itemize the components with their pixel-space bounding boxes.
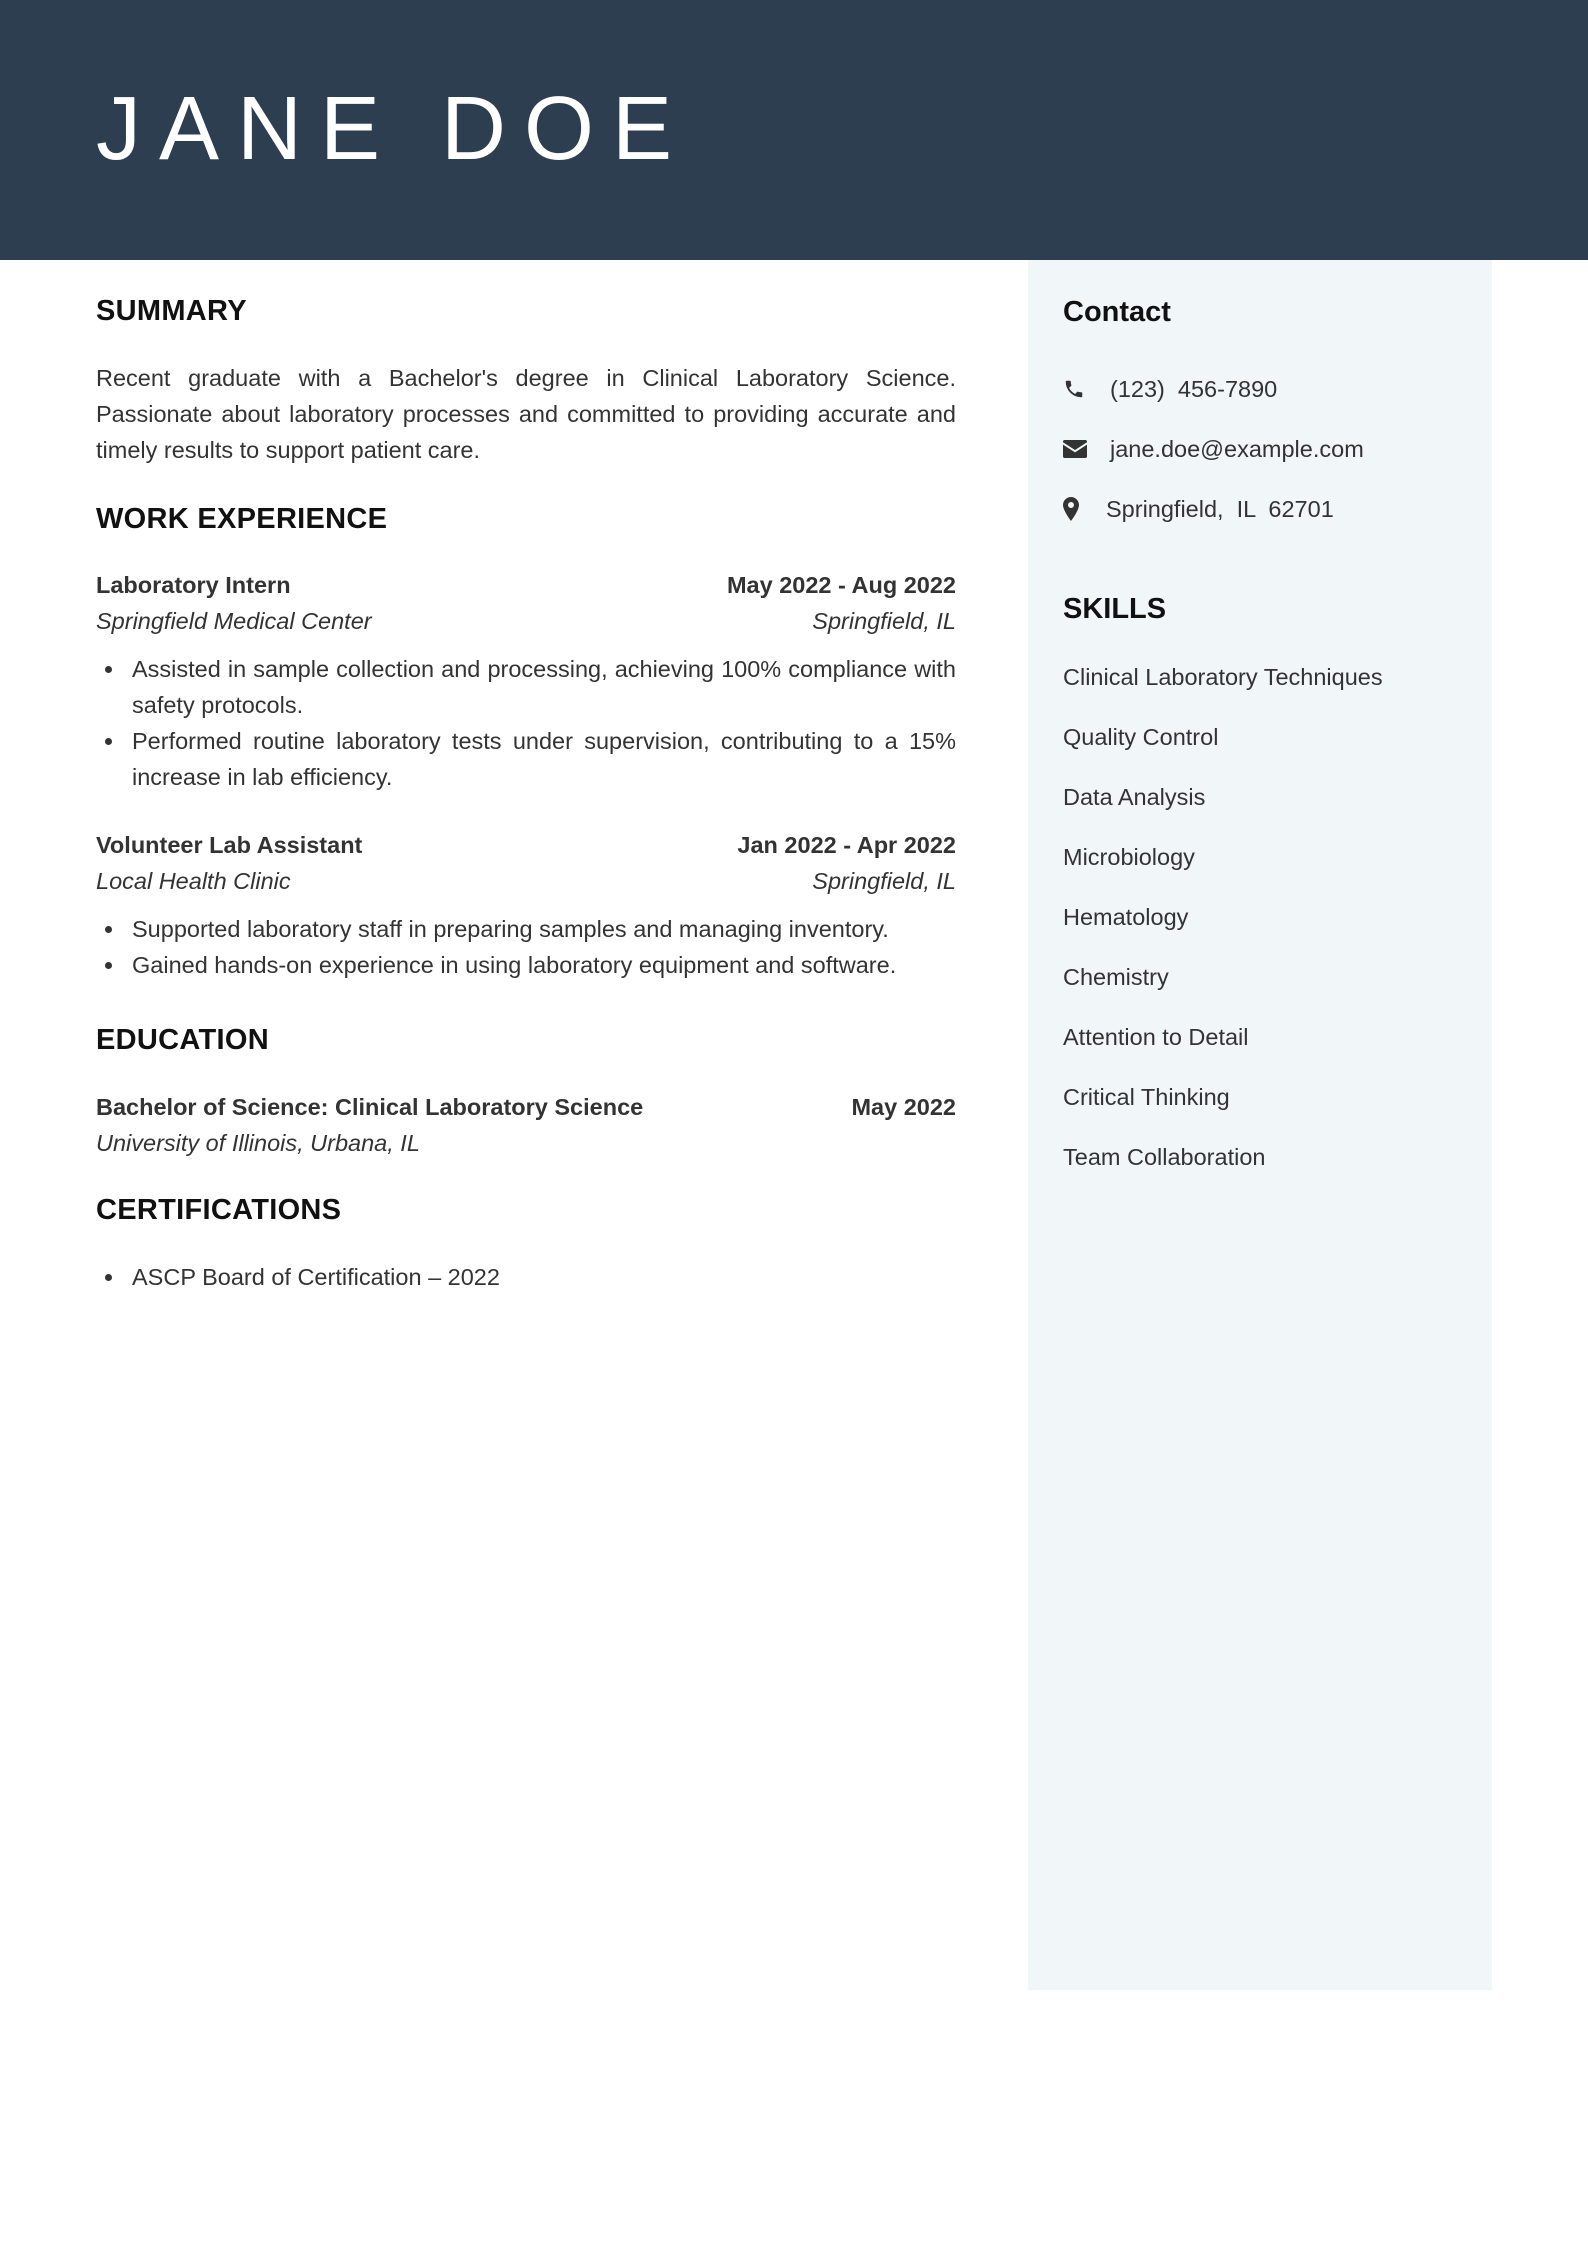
- certifications-list: [96, 1259, 956, 1295]
- education-heading: EDUCATION: [96, 1024, 269, 1056]
- email-address: jane.doe@example.com: [1110, 435, 1364, 462]
- summary-heading: SUMMARY: [96, 295, 247, 327]
- location-text: Springfield, IL 62701: [1106, 495, 1334, 522]
- skill-item: Clinical Laboratory Techniques: [1063, 664, 1383, 690]
- job-bullet: Performed routine laboratory tests under supervision, contributing to a 15% increase in lab efficiency.: [132, 723, 956, 795]
- job-role: Laboratory Intern: [96, 572, 291, 598]
- school: University of Illinois, Urbana, IL: [96, 1130, 420, 1156]
- sidebar: [1028, 260, 1492, 1990]
- contact-phone: [1063, 371, 1277, 407]
- candidate-name: JANE DOE: [96, 79, 691, 179]
- skill-item: Critical Thinking: [1063, 1084, 1230, 1110]
- degree: Bachelor of Science: Clinical Laboratory Science: [96, 1094, 644, 1120]
- map-marker-icon: [1063, 497, 1089, 521]
- phone-icon: [1063, 378, 1089, 400]
- graduation-date: May 2022: [851, 1094, 956, 1120]
- job-entry: [96, 567, 956, 795]
- job-organization: Local Health Clinic: [96, 868, 291, 894]
- envelope-icon: [1063, 440, 1089, 458]
- contact-location: [1063, 491, 1334, 527]
- skill-item: Microbiology: [1063, 844, 1195, 870]
- skills-list: [1063, 659, 1383, 1199]
- job-dates: May 2022 - Aug 2022: [726, 572, 956, 598]
- skill-item: Team Collaboration: [1063, 1144, 1266, 1170]
- work-experience-heading: WORK EXPERIENCE: [96, 503, 388, 535]
- job-location: Springfield, IL: [812, 608, 956, 634]
- job-entry: [96, 827, 956, 983]
- phone-number: (123) 456-7890: [1110, 375, 1278, 402]
- education-entry: [96, 1089, 956, 1161]
- job-bullet: Gained hands-on experience in using laboratory equipment and software.: [132, 947, 956, 983]
- skill-item: Data Analysis: [1063, 784, 1206, 810]
- contact-heading: Contact: [1063, 296, 1171, 328]
- job-role: Volunteer Lab Assistant: [96, 832, 363, 858]
- certification-item: ASCP Board of Certification – 2022: [132, 1259, 956, 1295]
- job-organization: Springfield Medical Center: [96, 608, 372, 634]
- job-bullets: [96, 911, 956, 983]
- skills-heading: SKILLS: [1063, 593, 1167, 625]
- skill-item: Hematology: [1063, 904, 1189, 930]
- skill-item: Attention to Detail: [1063, 1024, 1249, 1050]
- skill-item: Quality Control: [1063, 724, 1219, 750]
- certifications-heading: CERTIFICATIONS: [96, 1194, 342, 1226]
- job-bullet: Assisted in sample collection and processing, achieving 100% compliance with safety protocols.: [132, 651, 956, 723]
- header-banner: [0, 0, 1588, 260]
- contact-email: [1063, 431, 1364, 467]
- skill-item: Chemistry: [1063, 964, 1169, 990]
- job-bullet: Supported laboratory staff in preparing samples and managing inventory.: [132, 911, 956, 947]
- job-location: Springfield, IL: [812, 868, 956, 894]
- summary-text: Recent graduate with a Bachelor's degree in Clinical Laboratory Science. Passionate about laboratory processes and committed to providing accurate and timely results to support patient care.: [96, 365, 956, 463]
- job-dates: Jan 2022 - Apr 2022: [737, 832, 956, 858]
- job-bullets: [96, 651, 956, 795]
